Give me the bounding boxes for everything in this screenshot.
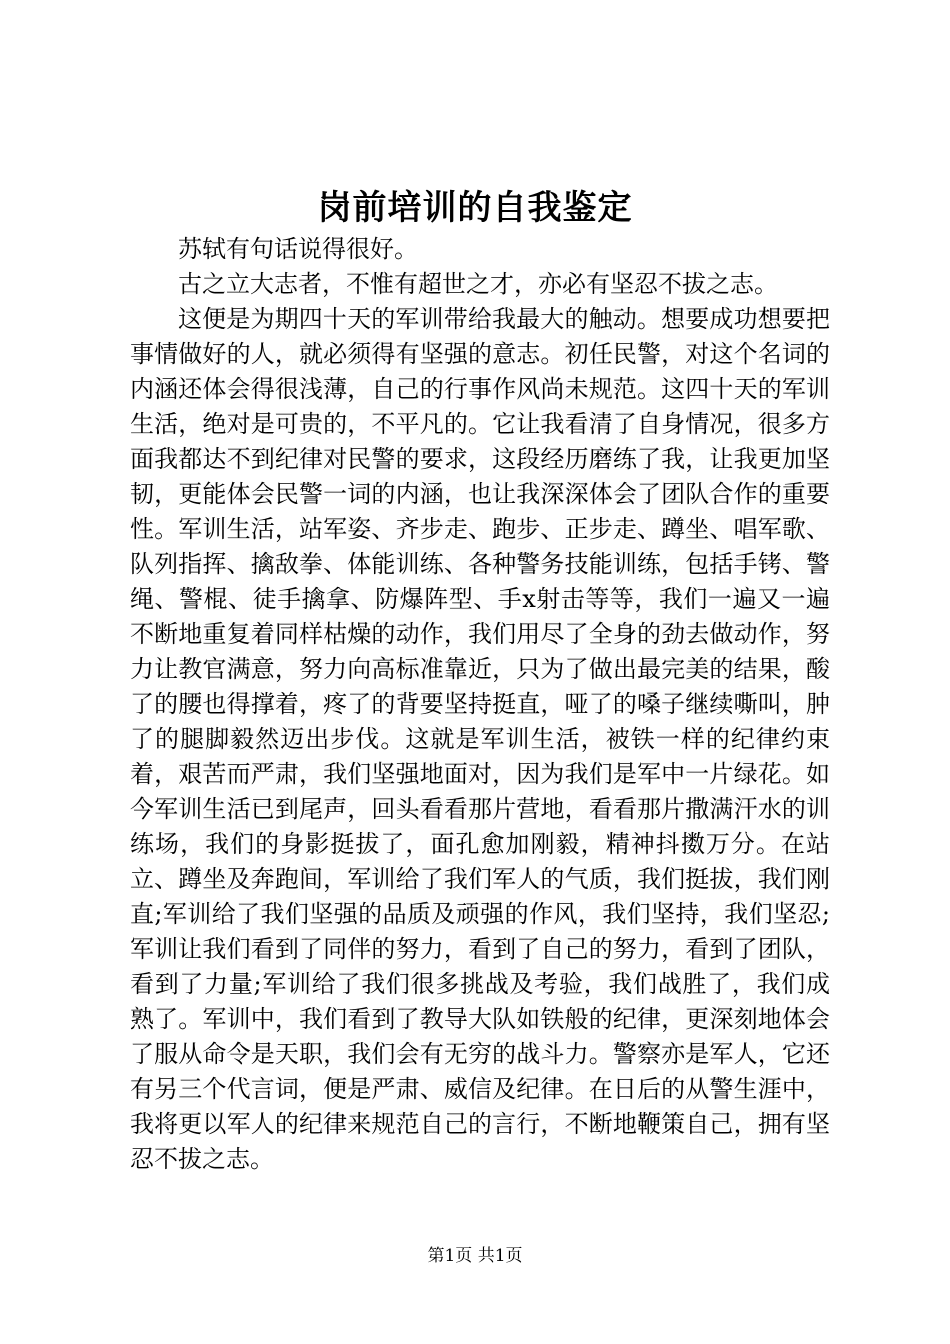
paragraph-3: 这便是为期四十天的军训带给我最大的触动。想要成功想要把事情做好的人，就必须得有坚强的意志。初任民警，对这个名词的内涵还体会得很浅薄，自己的行事作风尚未规范。这四十天的军训生活，绝对是可贵的，不平凡的。它让我看清了自身情况，很多方面我都达不到纪律对民警的要求，这段经历磨练了我，让我更加坚韧，更能体会民警一词的内涵，也让我深深体会了团队合作的重要性。军训生活，站军姿、齐步走、跑步、正步走、蹲坐、唱军歌、队列指挥、擒敌拳、体能训练、各种警务技能训练，包括手铐、警绳、警棍、徒手擒拿、防爆阵型、手x射击等等，我们一遍又一遍不断地重复着同样枯燥的动作，我们用尽了全身的劲去做动作，努力让教官满意，努力向高标准靠近，只为了做出最完美的结果，酸了的腰也得撑着，疼了的背要坚持挺直，哑了的嗓子继续嘶叫，肿了的腿脚毅然迈出步伐。这就是军训生活，被铁一样的纪律约束着，艰苦而严肃，我们坚强地面对，因为我们是军中一片绿花。如今军训生活已到尾声，回头看看那片营地，看看那片撒满汗水的训练场，我们的身影挺拔了，面孔愈加刚毅，精神抖擞万分。在站立、蹲坐及奔跑间，军训给了我们军人的气质，我们挺拔，我们刚直;军训给了我们坚强的品质及顽强的作风，我们坚持，我们坚忍;军训让我们看到了同伴的努力，看到了自己的努力，看到了团队，看到了力量;军训给了我们很多挑战及考验，我们战胜了，我们成熟了。军训中，我们看到了教导大队如铁般的纪律，更深刻地体会了服从命令是天职，我们会有无穷的战斗力。警察亦是军人，它还有另三个代言词，便是严肃、威信及纪律。在日后的从警生涯中，我将更以军人的纪律来规范自己的言行，不断地鞭策自己，拥有坚忍不拔之志。 xyxy=(130,305,830,1173)
page-number-footer: 第1页 共1页 xyxy=(427,1246,523,1266)
document-body xyxy=(130,232,830,1177)
paragraph-1: 苏轼有句话说得很好。 xyxy=(178,235,418,263)
document-title: 岗前培训的自我鉴定 xyxy=(317,188,633,228)
paragraph-2: 古之立大志者，不惟有超世之才，亦必有坚忍不拔之志。 xyxy=(178,270,778,298)
